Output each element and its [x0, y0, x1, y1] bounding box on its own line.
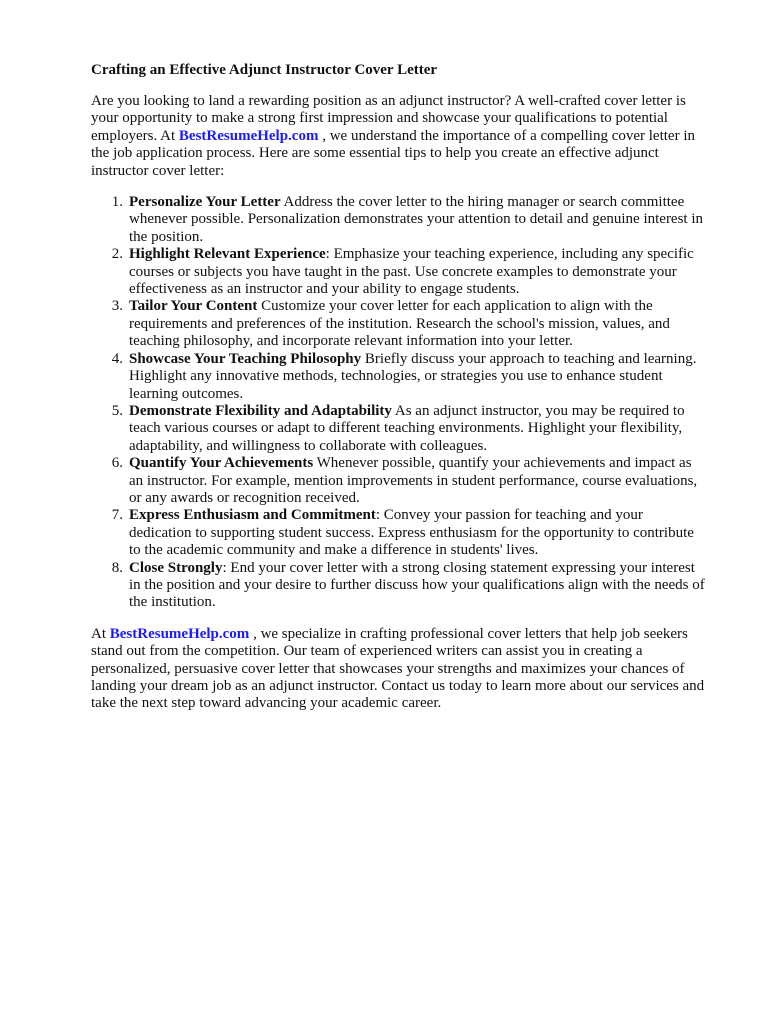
list-item: [91, 507, 708, 559]
list-item-title: Highlight Relevant Experience: [129, 246, 326, 263]
list-item-title: Quantify Your Achievements: [129, 455, 314, 472]
list-item-title: Tailor Your Content: [129, 298, 258, 315]
list-item-text: : End your cover letter with a strong closing statement expressing your interest in the position and your desire to further discuss how your qualifications align with the needs of the institution.: [129, 559, 705, 611]
list-item-title: Close Strongly: [129, 559, 223, 576]
list-item: [91, 246, 708, 298]
tips-list: [91, 194, 708, 612]
list-item-text: : Emphasize your teaching experience, including any specific courses or subjects you have taught in the past. Use concrete examples to demonstrate your effectiveness as an instructor and your ability to engage students.: [129, 246, 694, 298]
list-item-number: 5.: [111, 402, 123, 419]
closing-text-before: At: [91, 625, 110, 642]
list-item-number: 3.: [111, 298, 123, 315]
list-item-text: Whenever possible, quantify your achievements and impact as an instructor. For example, mention improvements in student performance, course evaluations, or any awards or recognition received.: [129, 455, 698, 506]
list-item-number: 4.: [111, 350, 123, 367]
page-title: Crafting an Effective Adjunct Instructor Cover Letter: [91, 62, 438, 78]
list-item: [91, 351, 708, 403]
list-item-text: Address the cover letter to the hiring manager or search committee whenever possible. Personalization demonstrates your attention to detail and genuine interest in the position.: [129, 194, 704, 245]
list-item-title: Showcase Your Teaching Philosophy: [129, 350, 362, 367]
list-item-text: Customize your cover letter for each application to align with the requirements and preferences of the institution. Research the school's mission, values, and teaching philosophy, and incorporate relevant information into your letter.: [129, 298, 670, 350]
intro-site-link[interactable]: BestResumeHelp.com: [178, 127, 319, 144]
intro-text-after: , we understand the importance of a compelling cover letter in the job application process. Here are some essential tips to help you create an effective adjunct instructor cover letter:: [91, 127, 695, 179]
list-item: [91, 403, 708, 455]
list-item-number: 1.: [111, 194, 123, 211]
intro-paragraph: [91, 93, 708, 180]
list-item-title: Demonstrate Flexibility and Adaptability: [129, 402, 392, 419]
closing-text-after: , we specialize in crafting professional cover letters that help job seekers stand out from the competition. Our team of experienced writers can assist you in creating a personalized, persuasive cover letter that showcases your strengths and maximizes your chances of landing your dream job as an adjunct instructor. Contact us today to learn more about our services and take the next step toward advancing your academic career.: [91, 625, 705, 712]
intro-text-before: Are you looking to land a rewarding position as an adjunct instructor? A well-crafted cover letter is your opportunity to make a strong first impression and showcase your qualifications to potential employers. At: [91, 93, 686, 144]
list-item-title: Express Enthusiasm and Commitment: [129, 507, 376, 524]
closing-paragraph: [91, 626, 708, 713]
list-item-number: 8.: [111, 559, 123, 576]
list-item-number: 7.: [111, 507, 123, 524]
list-item: [91, 455, 708, 507]
list-item: [91, 194, 708, 246]
closing-site-link[interactable]: BestResumeHelp.com: [109, 625, 250, 642]
list-item-number: 6.: [111, 455, 123, 472]
list-item-text: Briefly discuss your approach to teaching and learning. Highlight any innovative methods, technologies, or strategies you use to enhance student learning outcomes.: [129, 350, 697, 402]
list-item-title: Personalize Your Letter: [129, 194, 281, 211]
list-item: [91, 560, 708, 612]
list-item-number: 2.: [111, 246, 123, 263]
list-item-text: : Convey your passion for teaching and your dedication to supporting student success. Express enthusiasm for the opportunity to contribute to the academic community and make a difference in students' lives.: [129, 507, 694, 559]
list-item: [91, 298, 708, 350]
list-item-text: As an adjunct instructor, you may be required to teach various courses or adapt to different teaching environments. Highlight your flexibility, adaptability, and willingness to collaborate with colleagues.: [129, 402, 685, 454]
